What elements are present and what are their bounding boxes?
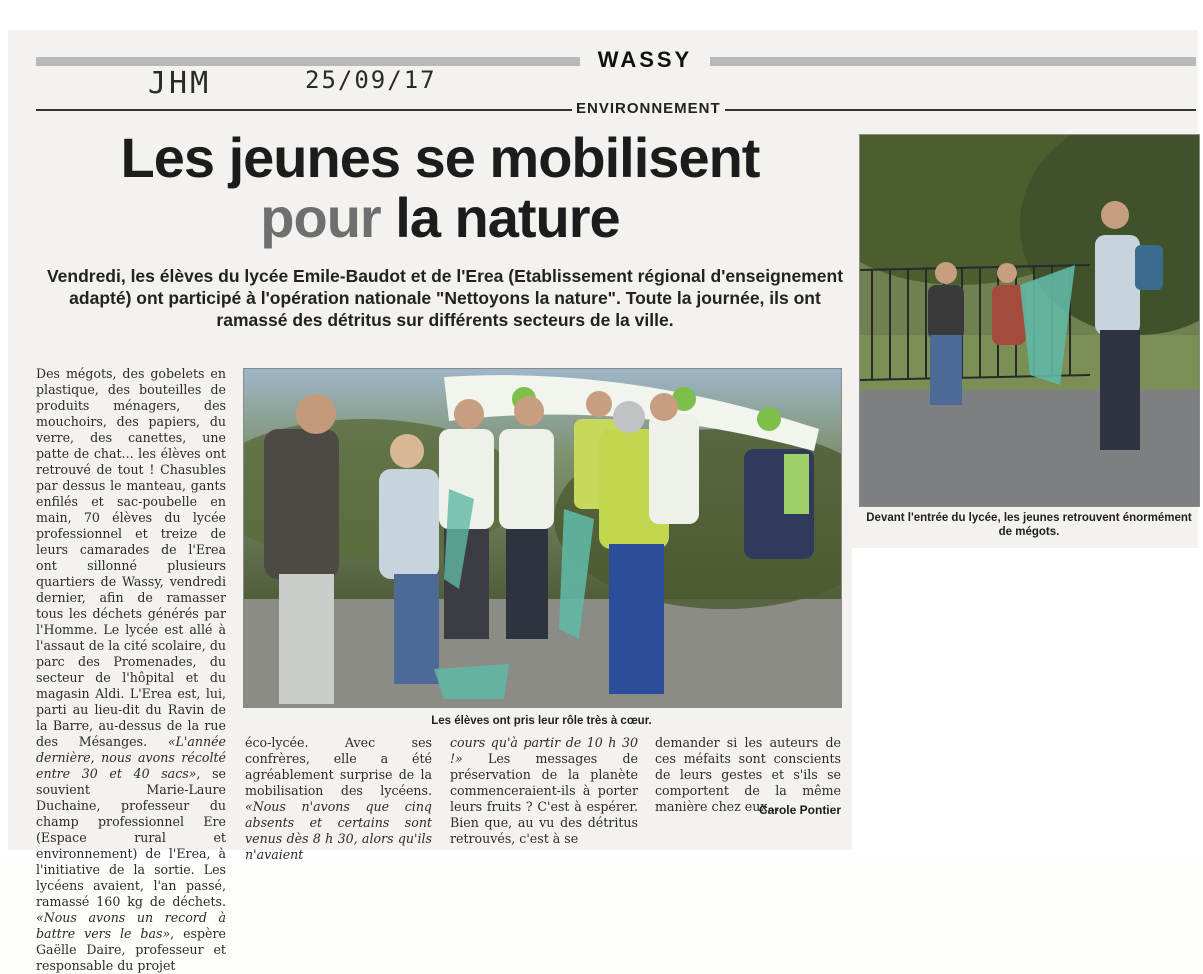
handwritten-source: JHM [148,66,212,101]
body-col1-text-b: , se souvient Marie-Laure Duchaine, professeur du champ professionnel Ere (Espace rural et environnement) de l'Erea, à l'initiative de la sortie. Les lycéens avaient, l'an passé, ramassé 160 kg de déchets. [36,766,226,909]
photo-students-illustration [244,369,841,707]
blank-area [852,548,1198,850]
body-col1-quote: «L'année dernière, nous avons récolté entre 30 et 40 sacs» [36,734,226,781]
body-column-3 [450,735,638,847]
body-col1-quote2: «Nous avons un record à battre vers le bas» [36,910,226,941]
section-title: WASSY [580,47,710,77]
photo-caption-right: Devant l'entrée du lycée, les jeunes retrouvent énormément de mégots. [866,512,1192,538]
photo-entrance-illustration [860,135,1199,506]
body-col1-text-c: , espère Gaëlle Daire, professeur et responsable du projet [36,926,226,973]
kicker: ENVIRONNEMENT [572,100,725,117]
headline-line2-dark: la nature [395,186,620,249]
body-col3-quote: cours qu'à partir de 10 h 30 !» [450,735,638,766]
body-col3-text: Les messages de préservation de la planète commenceraient-ils à porter leurs fruits ? C'est à espérer. Bien que, au vu des détritus retrouvés, c'est à se [450,751,638,846]
body-col1-text-a: Des mégots, des gobelets en plastique, des bouteilles de produits ménagers, des mouchoirs, des papiers, du verre, des canettes, une patte de chat... les élèves ont retrouvé de tout ! Chasubles par dessus le manteau, gants enfilés et sac-poubelle en main, 70 élèves du lycée professionnel et treize de leurs camarades de l'Erea ont sillonné plusieurs quartiers de Wassy, vendredi dernier, afin de ramasser tous les déchets générés par l'Homme. Le lycée est allé à l'assaut de la cité scolaire, du parc des Promenades, du secteur de l'hôpital et du magasin Aldi. L'Erea est, lui, parti au lieu-dit du Ravin de la Barre, au-dessus de la rue des Mésanges. [36,366,226,749]
body-col2-text: éco-lycée. Avec ses confrères, elle a été agréablement surprise de la mobilisation des lycéens. [245,735,432,798]
headline-line2 [60,188,820,248]
photo-students-cleanup [243,368,842,708]
body-column-1 [36,366,226,974]
byline: Carole Pontier [758,803,841,817]
handwritten-date: 25/09/17 [305,66,437,94]
headline-line2-gray: pour [260,186,396,249]
photo-school-entrance [859,134,1200,507]
lead-paragraph: Vendredi, les élèves du lycée Emile-Baudot et de l'Erea (Etablissement régional d'enseignement adapté) ont participé à l'opération nationale "Nettoyons la nature". Toute la journée, ils ont ramassé des détritus sur différents secteurs de la ville. [46,266,844,330]
body-col2-quote: «Nous n'avons que cinq absents et certains sont venus dès 8 h 30, alors qu'ils n'avaient [245,799,432,862]
photo-caption-main: Les élèves ont pris leur rôle très à cœur. [431,715,652,727]
headline [60,128,820,248]
body-col4-text: demander si les auteurs de ces méfaits sont conscients de leurs gestes et s'ils se comportent de la même manière chez eux... [655,735,841,814]
headline-line1: Les jeunes se mobilisent [120,126,760,189]
body-column-2 [245,735,432,863]
